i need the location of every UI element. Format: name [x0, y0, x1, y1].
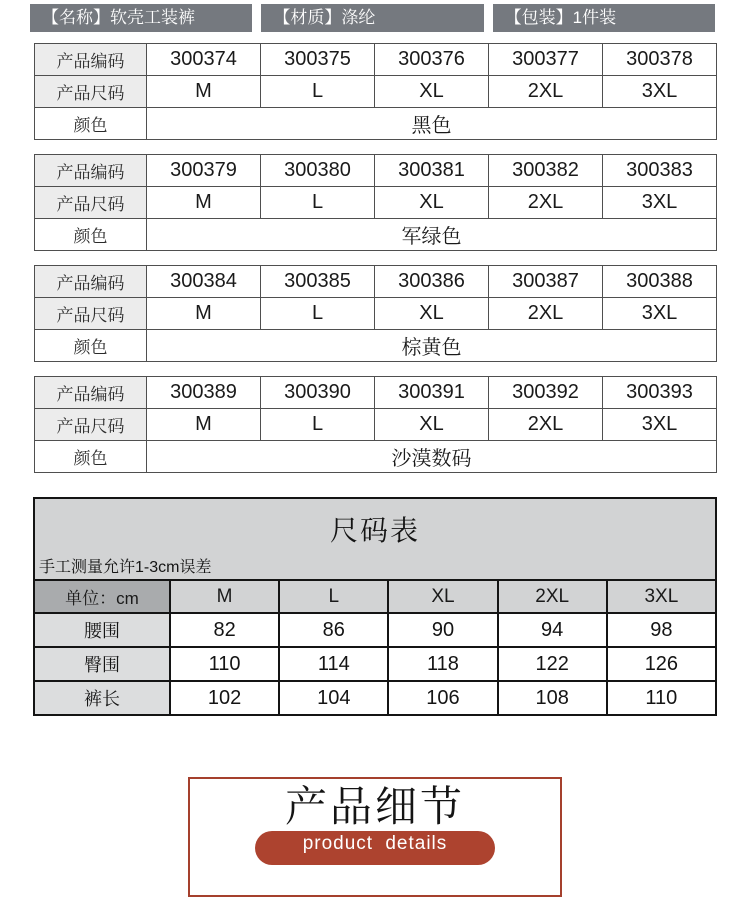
table-row-codes	[35, 266, 717, 298]
measure-label: 臀围	[34, 647, 170, 681]
product-code-cell: 300384	[147, 266, 261, 298]
row-label-color: 颜色	[35, 108, 147, 140]
row-label-color: 颜色	[35, 441, 147, 473]
product-size-cell: M	[147, 409, 261, 441]
measure-value: 106	[388, 681, 497, 715]
product-size-cell: 3XL	[603, 187, 717, 219]
measure-value: 114	[279, 647, 388, 681]
measure-value: 104	[279, 681, 388, 715]
size-column-header: 2XL	[498, 580, 607, 613]
product-code-cell: 300380	[261, 155, 375, 187]
table-row-color	[35, 441, 717, 473]
measure-value: 126	[607, 647, 716, 681]
product-code-cell: 300376	[375, 44, 489, 76]
row-label-size: 产品尺码	[35, 298, 147, 330]
product-size-cell: M	[147, 76, 261, 108]
size-chart-column-header-row	[34, 580, 716, 613]
product-size-cell: L	[261, 76, 375, 108]
size-chart-table	[33, 497, 717, 716]
product-size-cell: 3XL	[603, 298, 717, 330]
product-table-brown-yellow	[34, 265, 717, 362]
table-row-color	[35, 330, 717, 362]
attribute-bar-name: 【名称】软壳工装裤	[30, 4, 252, 32]
size-chart-tolerance-note: 手工测量允许1-3cm误差	[39, 559, 212, 576]
section-subtitle: product details	[302, 833, 448, 854]
product-size-cell: XL	[375, 76, 489, 108]
product-code-cell: 300381	[375, 155, 489, 187]
product-color-cell: 军绿色	[147, 219, 717, 251]
product-size-cell: 2XL	[489, 187, 603, 219]
row-label-size: 产品尺码	[35, 409, 147, 441]
product-code-cell: 300377	[489, 44, 603, 76]
product-code-cell: 300382	[489, 155, 603, 187]
product-code-cell: 300383	[603, 155, 717, 187]
row-label-code: 产品编码	[35, 44, 147, 76]
measure-value: 94	[498, 613, 607, 647]
table-row-codes	[35, 377, 717, 409]
product-size-cell: M	[147, 187, 261, 219]
product-code-cell: 300390	[261, 377, 375, 409]
table-row-sizes	[35, 187, 717, 219]
table-row-sizes	[35, 76, 717, 108]
row-label-size: 产品尺码	[35, 187, 147, 219]
table-row-sizes	[35, 298, 717, 330]
product-code-cell: 300389	[147, 377, 261, 409]
row-label-code: 产品编码	[35, 377, 147, 409]
product-size-cell: L	[261, 409, 375, 441]
row-label-code: 产品编码	[35, 155, 147, 187]
size-chart-row-pant-length	[34, 681, 716, 715]
table-row-color	[35, 219, 717, 251]
product-code-cell: 300379	[147, 155, 261, 187]
table-row-sizes	[35, 409, 717, 441]
unit-label-cell: 单位：cm	[34, 580, 170, 613]
product-table-black	[34, 43, 717, 140]
product-color-cell: 沙漠数码	[147, 441, 717, 473]
table-row-color	[35, 108, 717, 140]
product-color-cell: 黑色	[147, 108, 717, 140]
row-label-color: 颜色	[35, 330, 147, 362]
size-chart-header-block	[34, 498, 716, 580]
product-size-cell: 3XL	[603, 409, 717, 441]
product-size-cell: XL	[375, 187, 489, 219]
product-code-cell: 300391	[375, 377, 489, 409]
attribute-bar-material: 【材质】涤纶	[261, 4, 483, 32]
product-size-cell: 2XL	[489, 76, 603, 108]
measure-value: 102	[170, 681, 279, 715]
measure-value: 108	[498, 681, 607, 715]
product-code-cell: 300388	[603, 266, 717, 298]
measure-value: 90	[388, 613, 497, 647]
product-size-cell: 2XL	[489, 298, 603, 330]
product-code-cell: 300374	[147, 44, 261, 76]
section-title: 产品细节	[284, 783, 465, 830]
measure-value: 122	[498, 647, 607, 681]
size-column-header: L	[279, 580, 388, 613]
attribute-bar-packaging: 【包装】1件装	[493, 4, 715, 32]
product-size-cell: XL	[375, 298, 489, 330]
measure-value: 118	[388, 647, 497, 681]
product-spec-page	[0, 4, 750, 854]
size-column-header: 3XL	[607, 580, 716, 613]
measure-value: 86	[279, 613, 388, 647]
measure-label: 腰围	[34, 613, 170, 647]
product-code-cell: 300385	[261, 266, 375, 298]
product-code-cell: 300392	[489, 377, 603, 409]
product-size-cell: M	[147, 298, 261, 330]
product-size-cell: XL	[375, 409, 489, 441]
product-code-cell: 300387	[489, 266, 603, 298]
product-code-cell: 300378	[603, 44, 717, 76]
size-column-header: XL	[388, 580, 497, 613]
product-details-section	[188, 777, 562, 897]
product-size-cell: 3XL	[603, 76, 717, 108]
size-chart-row-hip	[34, 647, 716, 681]
row-label-size: 产品尺码	[35, 76, 147, 108]
measure-label: 裤长	[34, 681, 170, 715]
row-label-code: 产品编码	[35, 266, 147, 298]
product-size-cell: 2XL	[489, 409, 603, 441]
table-row-codes	[35, 44, 717, 76]
section-subtitle-pill	[255, 831, 495, 865]
product-size-cell: L	[261, 298, 375, 330]
product-code-cell: 300375	[261, 44, 375, 76]
product-table-desert-digital	[34, 376, 717, 473]
measure-value: 82	[170, 613, 279, 647]
attribute-bars	[30, 4, 715, 32]
size-chart-row-waist	[34, 613, 716, 647]
size-chart-title: 尺码表	[329, 515, 420, 546]
product-table-army-green	[34, 154, 717, 251]
row-label-color: 颜色	[35, 219, 147, 251]
measure-value: 110	[607, 681, 716, 715]
product-color-cell: 棕黄色	[147, 330, 717, 362]
measure-value: 110	[170, 647, 279, 681]
table-row-codes	[35, 155, 717, 187]
size-column-header: M	[170, 580, 279, 613]
product-code-cell: 300393	[603, 377, 717, 409]
product-code-cell: 300386	[375, 266, 489, 298]
measure-value: 98	[607, 613, 716, 647]
product-size-cell: L	[261, 187, 375, 219]
